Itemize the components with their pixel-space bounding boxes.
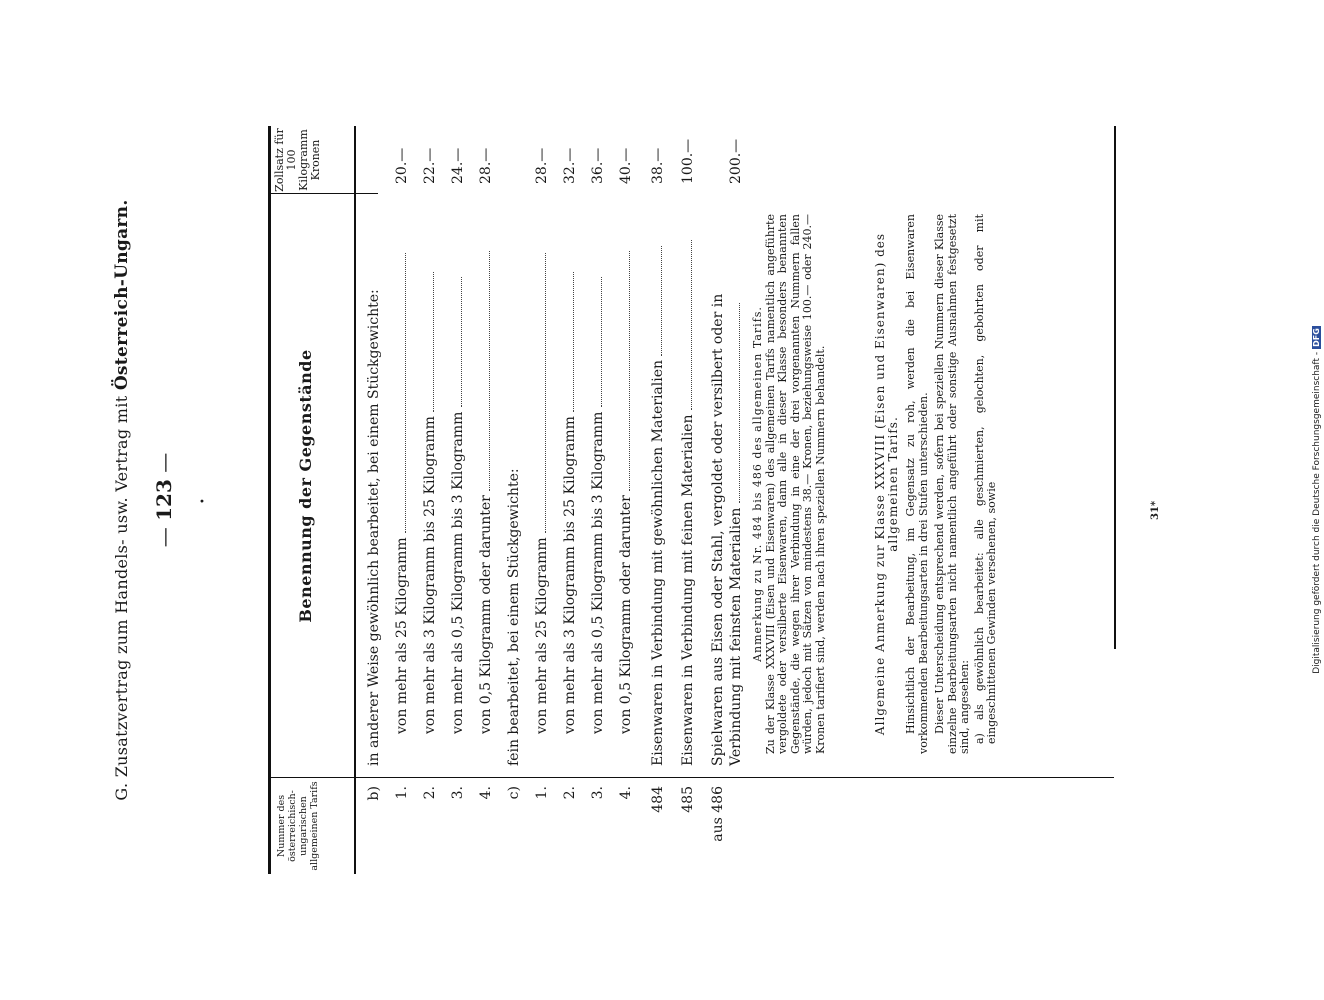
- dfg-logo: DFG: [1312, 328, 1321, 347]
- row-duty: 22.—: [422, 147, 438, 184]
- row-number: 4.: [618, 786, 634, 800]
- note-class-xxxviii: [874, 214, 999, 754]
- row-text: Eisenwaren in Verbindung mit gewöhnlichen Materialien: [650, 246, 666, 766]
- row-number: 485: [680, 786, 696, 813]
- row-duty: 38.—: [650, 147, 666, 184]
- row-number: b): [366, 786, 382, 801]
- row-number: 1.: [394, 786, 410, 800]
- note-item: a) als gewöhnlich bearbeitet: alle geschmierten, gelochten, gebohrten oder mit eingeschnittenen Gewinden versehenen, sowie: [972, 214, 998, 744]
- row-number: 484: [650, 786, 666, 813]
- row-text: von mehr als 25 Kilogramm: [394, 253, 410, 734]
- row-text: von mehr als 0,5 Kilogramm bis 3 Kilogramm: [590, 277, 606, 734]
- row-duty: 36.—: [590, 147, 606, 184]
- row-number: 4.: [478, 786, 494, 800]
- print-mark: •: [198, 498, 209, 504]
- credit-text: Digitalisierung gefördert durch die Deutsche Forschungsgemeinschaft -: [1312, 351, 1322, 674]
- row-number: 3.: [590, 786, 606, 800]
- row-number: 1.: [534, 786, 550, 800]
- running-head-text: G. Zusatzvertrag zum Handels- usw. Vertrag mit: [112, 395, 131, 801]
- column-divider: [268, 777, 1114, 778]
- note-paragraph: Hinsichtlich der Bearbeitung, im Gegensatz zu roh, werden die bei Eisenwaren vorkommenden Bearbeitungsarten in drei Stufen unterschieden.: [904, 214, 930, 754]
- signature-mark: 31*: [1150, 500, 1161, 520]
- header-number: Nummer des österreichisch-ungarischen allgemeinen Tarifs: [276, 781, 320, 871]
- page-number: — 123 —: [152, 452, 176, 548]
- note-paragraph: Dieser Unterscheidung entsprechend werden, sofern bei speziellen Nummern dieser Klasse einzelne Bearbeitungsarten nicht namentlich angeführt oder sonstige Ausnahmen festgesetzt sind, angesehen:: [933, 214, 971, 754]
- row-text: in anderer Weise gewöhnlich bearbeitet, bei einem Stückgewichte:: [366, 289, 382, 766]
- tariff-table: [268, 126, 1115, 874]
- table-top-rule: [268, 126, 271, 874]
- row-number: c): [506, 786, 522, 800]
- row-duty: 32.—: [562, 147, 578, 184]
- table-header-rule: [354, 126, 356, 874]
- row-duty: 20.—: [394, 147, 410, 184]
- row-number: 3.: [450, 786, 466, 800]
- running-head: [112, 0, 132, 1000]
- row-duty: 24.—: [450, 147, 466, 184]
- row-text: von 0,5 Kilogramm oder darunter: [618, 251, 634, 734]
- row-text: von mehr als 0,5 Kilogramm bis 3 Kilogramm: [450, 277, 466, 734]
- note-title: Anmerkung zu Nr. 484 bis 486 des allgemeinen Tarifs.: [751, 306, 764, 662]
- note-484-486: [752, 214, 827, 754]
- note-title: Allgemeine Anmerkung zur Klasse XXXVIII (Eisen und Eisenwaren) des allgemeinen Tarifs.: [873, 232, 900, 736]
- row-duty: 40.—: [618, 147, 634, 184]
- row-duty: 100.—: [680, 138, 696, 184]
- row-text: fein bearbeitet, bei einem Stückgewichte:: [506, 468, 522, 766]
- row-duty: 28.—: [478, 147, 494, 184]
- row-text: von mehr als 3 Kilogramm bis 25 Kilogramm: [562, 272, 578, 734]
- row-number: 2.: [422, 786, 438, 800]
- row-text: von mehr als 3 Kilogramm bis 25 Kilogramm: [422, 272, 438, 734]
- row-duty: 200.—: [728, 138, 744, 184]
- row-number: 2.: [562, 786, 578, 800]
- note-body: Zu der Klasse XXXVIII (Eisen und Eisenwaren) des allgemeinen Tarifs namentlich angeführte vergoldete oder versilberte Eisenwaren, dann alle in dieser Klasse besonders benannten Gegenstände, die wegen ihrer Verbindung in eine der drei vorgenannten Nummern fallen würden, jedoch mit Sätzen von mindestens 38.— Kronen, beziehungsweise 100.— oder 240.— Kronen tarifiert sind, werden nach ihren speziellen Nummern behandelt.: [763, 214, 827, 754]
- row-text: Eisenwaren in Verbindung mit feinen Materialien: [680, 240, 696, 766]
- row-text: Spielwaren aus Eisen oder Stahl, vergoldet oder versilbert oder in: [710, 293, 726, 766]
- running-head-country: Österreich-Ungarn.: [112, 199, 132, 391]
- row-number: aus 486: [710, 786, 726, 842]
- row-text-continued: Verbindung mit feinsten Materialien: [728, 303, 744, 766]
- row-text: von 0,5 Kilogramm oder darunter: [478, 251, 494, 734]
- row-duty: 28.—: [534, 147, 550, 184]
- header-description: Benennung der Gegenstände: [296, 349, 315, 623]
- digitization-credit: [1312, 0, 1322, 1000]
- table-bottom-rule: [1114, 126, 1116, 649]
- row-text: von mehr als 25 Kilogramm: [534, 253, 550, 734]
- header-duty: Zollsatz für 100 Kilogramm Kronen: [273, 128, 322, 192]
- page-number-value: 123: [152, 479, 176, 521]
